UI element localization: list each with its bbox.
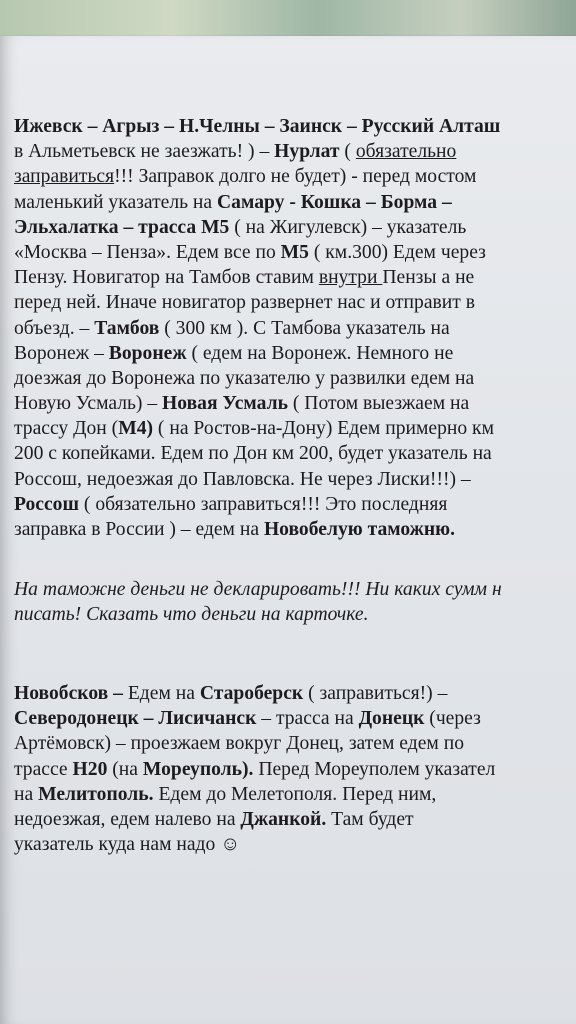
text-line: [14, 467, 576, 492]
text-line: [14, 265, 576, 290]
text-line: [14, 240, 576, 265]
text-line: [14, 215, 576, 240]
text-run: Ижевск – Агрыз – Н.Челны – Заинск – Русский Алташ: [14, 116, 501, 137]
text-run: Новую Усмаль) –: [14, 393, 163, 415]
text-run: указатель куда нам надо ☺: [14, 834, 241, 856]
text-line: [14, 441, 576, 466]
text-line: [14, 416, 576, 441]
text-line: [14, 290, 576, 315]
text-run: Едем на: [127, 683, 200, 704]
text-run: Там будет: [326, 808, 414, 830]
text-run: Воронеж –: [14, 342, 109, 364]
text-run: На таможне деньги не декларировать!!! Ни каких сумм н: [14, 579, 502, 600]
text-line: [14, 366, 576, 391]
text-run: Россош, недоезжая до Павловска. Не через Лиски!!!) –: [14, 468, 471, 490]
text-line: [14, 757, 576, 782]
text-run: объезд. –: [14, 317, 95, 339]
text-run: ( обязательно заправиться!!! Это последняя: [79, 493, 448, 515]
text-line: [14, 706, 576, 731]
text-run: Северодонецк – Лисичанск: [14, 708, 257, 730]
text-line: [14, 341, 576, 366]
text-line: [14, 164, 576, 189]
text-run: Староберск: [199, 683, 304, 704]
text-line: [14, 517, 576, 542]
text-run: трассе: [14, 758, 73, 780]
text-run: М5: [280, 241, 309, 263]
text-run: Донецк: [358, 708, 425, 730]
text-run: Нурлат: [274, 141, 340, 163]
text-run: Воронеж: [108, 342, 187, 364]
text-run: М4): [118, 418, 154, 440]
text-run: ( заправиться!) –: [303, 683, 448, 704]
text-run: ( Потом выезжаем на: [287, 393, 470, 415]
text-line: [14, 139, 576, 164]
text-run: Новобелую таможню.: [263, 519, 456, 540]
text-run: трассу Дон (: [14, 418, 119, 440]
text-run: Н20: [72, 758, 108, 780]
text-run: Мореуполь).: [142, 758, 254, 780]
text-run: ( едем на Воронеж. Немного не: [186, 342, 454, 364]
text-run: !!! Заправок долго не будет) - перед мостом: [114, 166, 477, 188]
text-line: [14, 807, 576, 832]
text-run: в Альметьевск не заезжать! ) –: [14, 141, 275, 163]
text-run: ( на Ростов-на-Дону) Едем примерно км: [153, 418, 494, 440]
text-line: [14, 782, 576, 807]
text-line: [14, 731, 576, 756]
text-line: [14, 577, 576, 602]
text-run: Эльхалатка – трасса М5: [14, 216, 230, 238]
text-run: (на: [107, 758, 143, 780]
text-run: Едем до Мелетополя. Перед ним,: [153, 783, 437, 805]
text-run: (: [339, 141, 356, 163]
text-line: [14, 190, 576, 215]
text-run: доезжая до Воронежа по указателю у развилки едем на: [14, 367, 475, 389]
text-run: ( км.300) Едем через: [308, 241, 486, 263]
text-line: [14, 316, 576, 341]
text-run: заправка в России ) – едем на: [14, 519, 264, 540]
text-line: [14, 602, 576, 627]
text-line: [14, 681, 576, 706]
text-run: недоезжая, едем налево на: [14, 808, 241, 830]
text-run: Пензы а не: [382, 267, 475, 289]
text-run: – трасса на: [256, 708, 359, 730]
text-run: обязательно: [355, 141, 457, 163]
text-run: ( на Жигулевск) – указатель: [229, 216, 467, 238]
text-run: Самару - Кошка – Борма –: [217, 191, 452, 213]
text-run: Джанкой.: [240, 808, 327, 830]
text-line: [14, 114, 576, 139]
route-part-2: [14, 681, 576, 857]
text-run: на: [14, 783, 39, 805]
text-run: Россош: [14, 493, 80, 515]
text-run: Тамбов: [94, 317, 160, 339]
text-run: Новобсков –: [14, 683, 128, 704]
customs-note: [14, 577, 576, 627]
text-run: «Москва – Пенза». Едем все по: [14, 241, 281, 263]
text-run: Перед Мореуполем указател: [253, 758, 496, 780]
text-run: 200 с копейками. Едем по Дон км 200, будет указатель на: [14, 443, 492, 465]
paper-sheet: [0, 36, 576, 1024]
text-run: маленький указатель на: [14, 191, 218, 213]
text-run: внутри: [318, 267, 383, 289]
text-run: (через: [424, 708, 481, 730]
text-run: ( 300 км ). С Тамбова указатель на: [159, 317, 450, 339]
text-run: Артёмовск) – проезжаем вокруг Донец, затем едем по: [14, 733, 464, 755]
text-run: заправиться: [14, 166, 115, 188]
text-line: [14, 391, 576, 416]
text-run: писать! Сказать что деньги на карточке.: [14, 604, 369, 626]
text-line: [14, 492, 576, 517]
route-part-1: [14, 114, 576, 542]
text-run: Пензу. Новигатор на Тамбов ставим: [14, 267, 319, 289]
text-line: [14, 832, 576, 857]
text-run: Новая Усмаль: [162, 393, 288, 415]
text-run: перед ней. Иначе новигатор развернет нас и отправит в: [14, 292, 475, 314]
text-run: Мелитополь.: [38, 783, 154, 805]
